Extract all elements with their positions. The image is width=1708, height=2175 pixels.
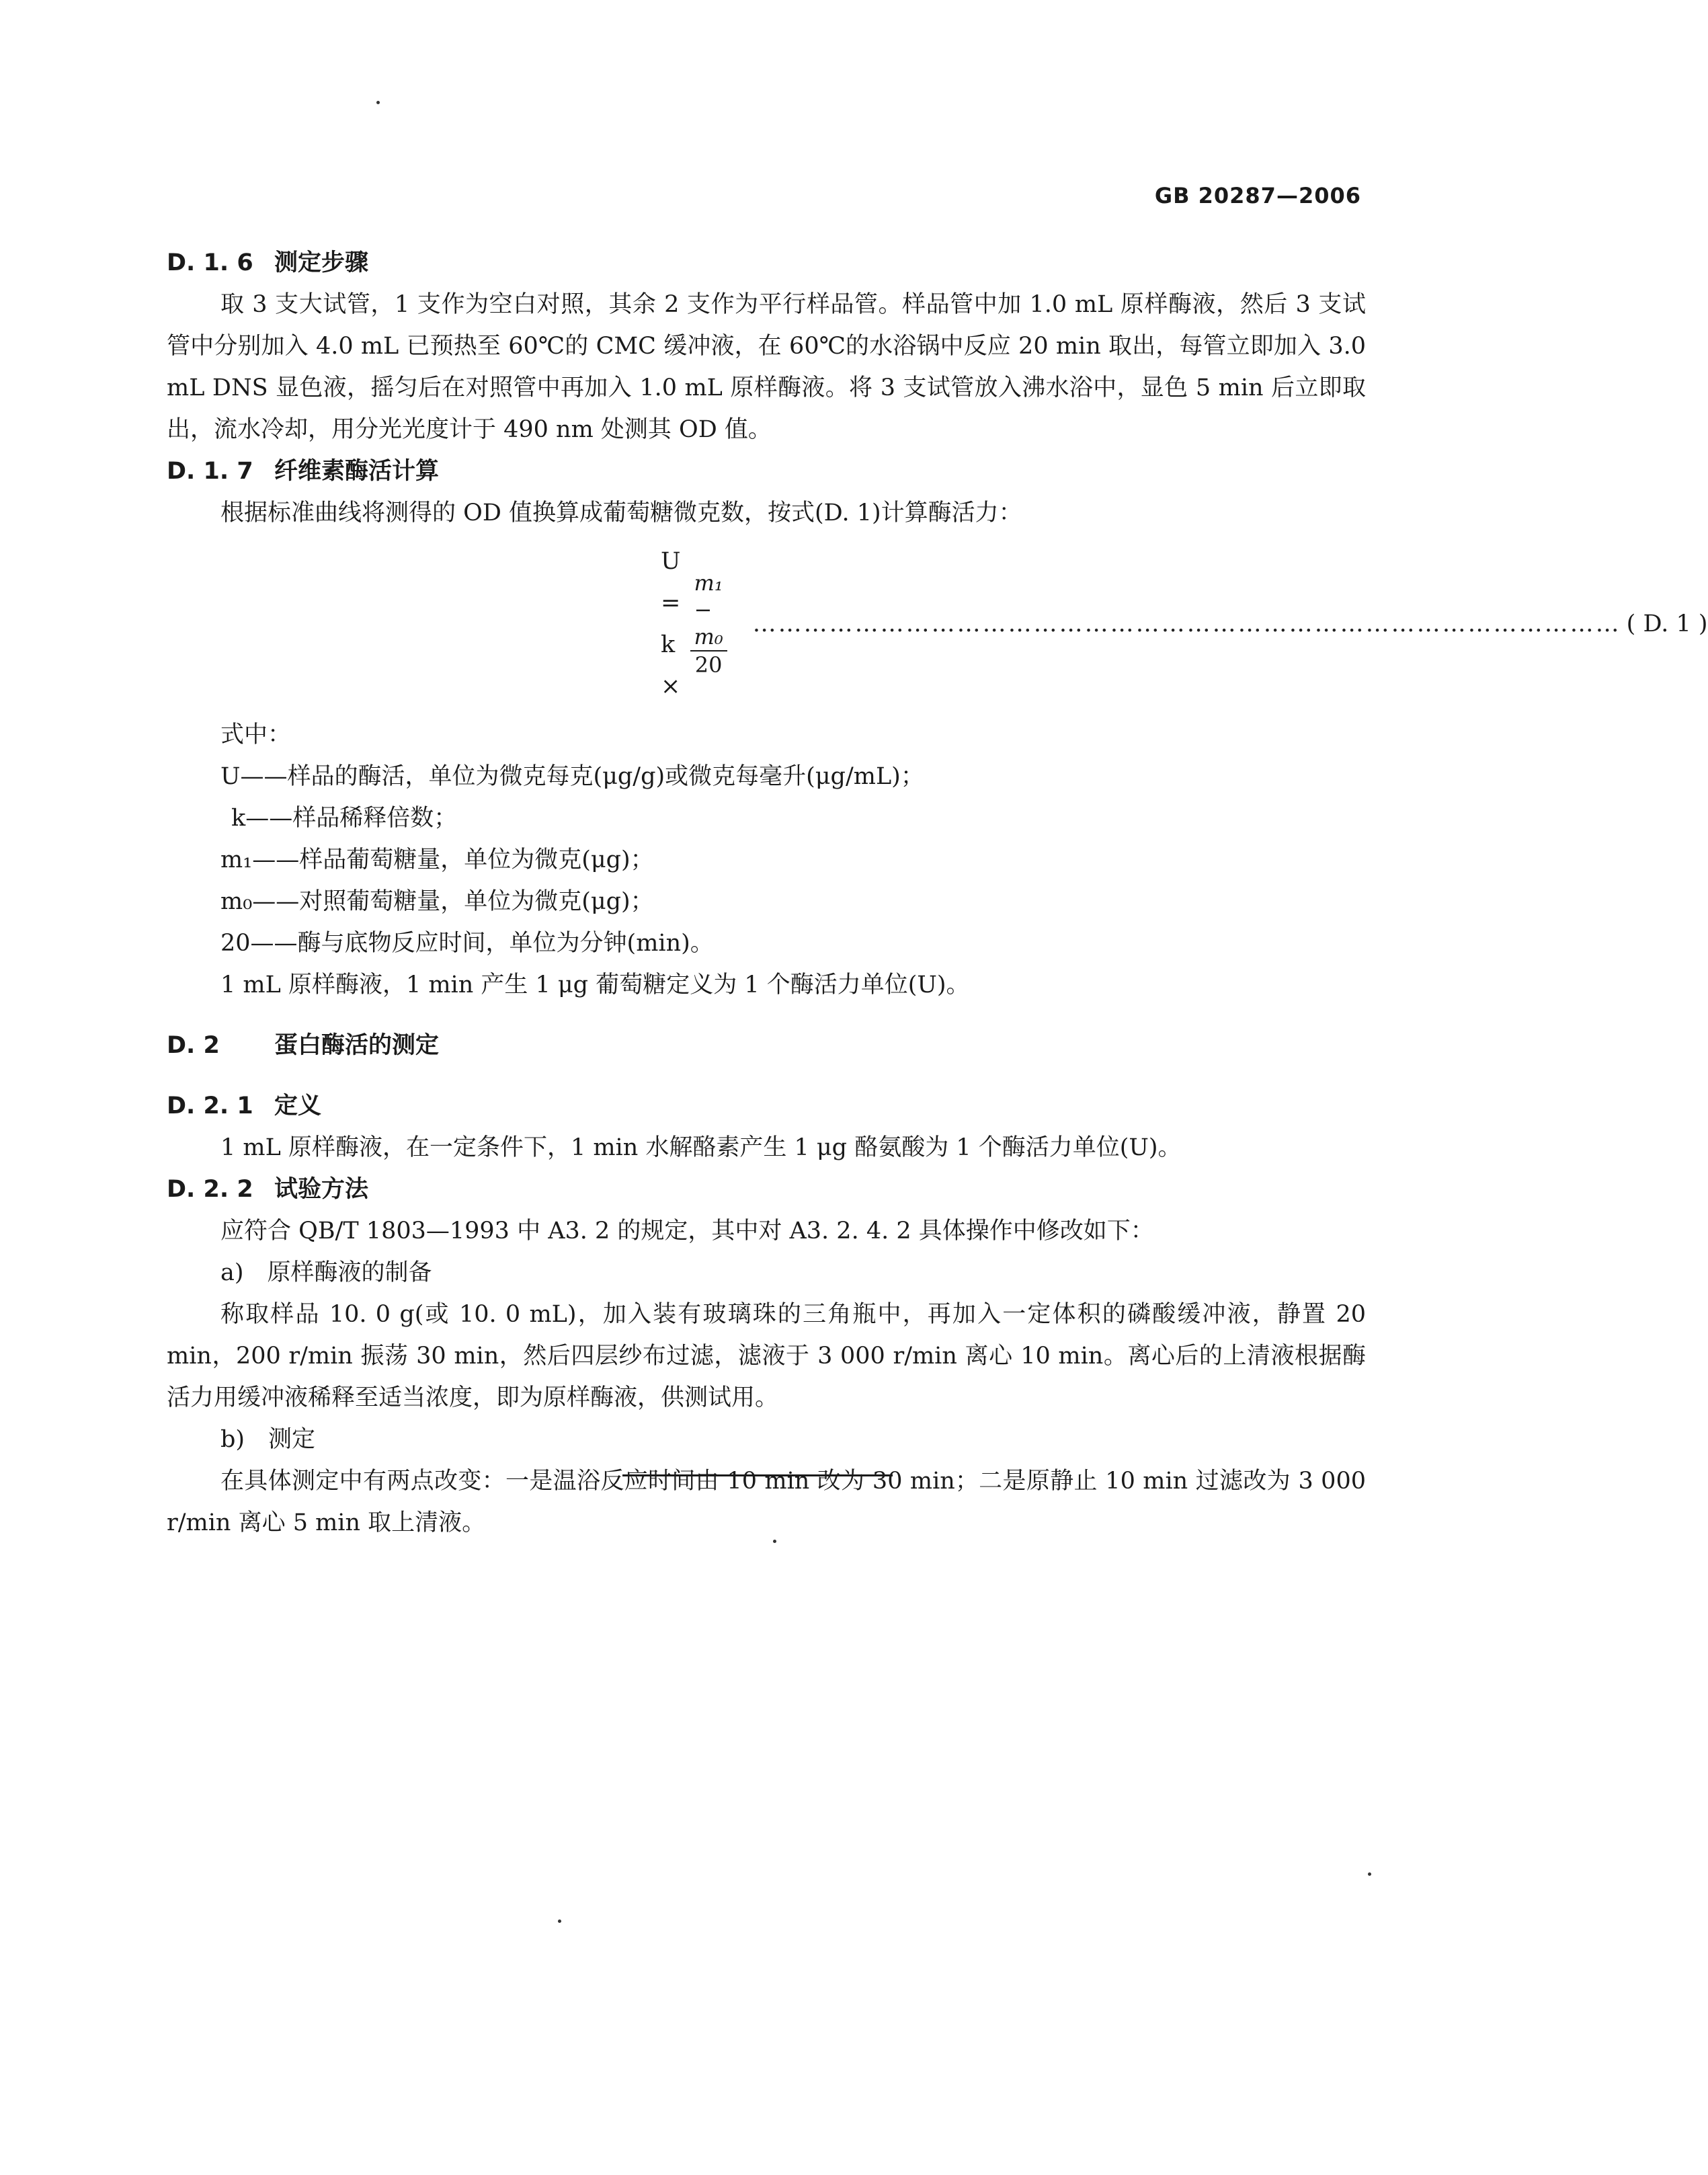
section-heading-d21 xyxy=(167,1085,1366,1127)
definition-item: U——样品的酶活，单位为微克每克(μg/g)或微克每毫升(μg/mL)； xyxy=(220,763,924,790)
definition-item: 20——酶与底物反应时间，单位为分钟(min)。 xyxy=(220,930,714,957)
formula-fraction xyxy=(690,569,727,678)
section-heading-d17 xyxy=(167,450,1366,492)
formula-denominator: 20 xyxy=(694,652,723,678)
paragraph-item-a: 称取样品 10. 0 g(或 10. 0 mL)，加入装有玻璃珠的三角瓶中，再加入一定体积的磷酸缓冲液，静置 20 min，200 r/min 振荡 30 min，然后四层纱布过滤，滤液于 3 000 r/min 离心 10 min。离心后的上清液根据酶活力用缓冲液稀释至适当浓度，即为原样酶液，供测试用。 xyxy=(167,1301,1366,1411)
formula-leader-dots: ………………………………………………………………………………………… xyxy=(752,610,1621,637)
formula-lhs: U = k × xyxy=(661,548,681,700)
list-item-label-a: a) 原样酶液的制备 xyxy=(220,1259,432,1286)
standard-code: GB 20287—2006 xyxy=(1154,183,1361,208)
formula-tag: ( D. 1 ) xyxy=(1626,610,1708,637)
section-title: 测定步骤 xyxy=(274,249,369,276)
where-label: 式中： xyxy=(220,721,292,748)
paragraph-calc-intro: 根据标准曲线将测得的 OD 值换算成葡萄糖微克数，按式(D. 1)计算酶活力： xyxy=(220,500,1022,526)
scan-speck xyxy=(773,1540,776,1543)
definition-item: k——样品稀释倍数； xyxy=(231,805,458,832)
list-item-label-b: b) 测定 xyxy=(220,1426,316,1453)
section-title: 蛋白酶活的测定 xyxy=(274,1032,440,1059)
section-number: D. 1. 6 xyxy=(167,249,253,276)
definition-item: m₀——对照葡萄糖量，单位为微克(μg)； xyxy=(220,888,654,915)
formula-numerator: m₁ − m₀ xyxy=(690,569,727,651)
end-rule xyxy=(622,1474,893,1476)
section-title: 试验方法 xyxy=(274,1176,369,1203)
section-number: D. 2. 1 xyxy=(167,1093,253,1119)
unit-definition: 1 mL 原样酶液，1 min 产生 1 μg 葡萄糖定义为 1 个酶活力单位(U)。 xyxy=(220,972,970,998)
section-number: D. 2 xyxy=(167,1032,220,1059)
paragraph-procedure: 取 3 支大试管，1 支作为空白对照，其余 2 支作为平行样品管。样品管中加 1.0 mL 原样酶液，然后 3 支试管中分别加入 4.0 mL 已预热至 60℃的 CMC 缓冲液，在 60℃的水浴锅中反应 20 min 取出，每管立即加入 3.0 mL DNS 显色液，摇匀后在对照管中再加入 1.0 mL 原样酶液。将 3 支试管放入沸水浴中，显色 5 min 后立即取出，流水冷却，用分光光度计于 490 nm 处测其 OD 值。 xyxy=(167,291,1366,443)
section-heading-d16 xyxy=(167,242,1366,284)
formula-d1 xyxy=(167,541,1708,707)
definition-item: m₁——样品葡萄糖量，单位为微克(μg)； xyxy=(220,846,654,873)
section-title: 定义 xyxy=(274,1093,322,1119)
scan-speck xyxy=(376,101,380,104)
paragraph-item-b: 在具体测定中有两点改变：一是温浴反应时间由 10 min 改为 30 min；二是原静止 10 min 过滤改为 3 000 r/min 离心 5 min 取上清液。 xyxy=(167,1468,1366,1536)
scan-speck xyxy=(1368,1872,1371,1876)
section-number: D. 1. 7 xyxy=(167,458,253,485)
section-heading-d22 xyxy=(167,1169,1366,1210)
paragraph-definition: 1 mL 原样酶液，在一定条件下，1 min 水解酪素产生 1 μg 酪氨酸为 1 个酶活力单位(U)。 xyxy=(220,1134,1182,1161)
section-title: 纤维素酶活计算 xyxy=(274,458,440,485)
scan-speck xyxy=(558,1920,561,1923)
section-number: D. 2. 2 xyxy=(167,1176,253,1203)
document-body xyxy=(167,242,1708,1544)
section-heading-d2 xyxy=(167,1025,1366,1066)
paragraph-method-intro: 应符合 QB/T 1803—1993 中 A3. 2 的规定，其中对 A3. 2. 4. 2 具体操作中修改如下： xyxy=(220,1218,1154,1244)
